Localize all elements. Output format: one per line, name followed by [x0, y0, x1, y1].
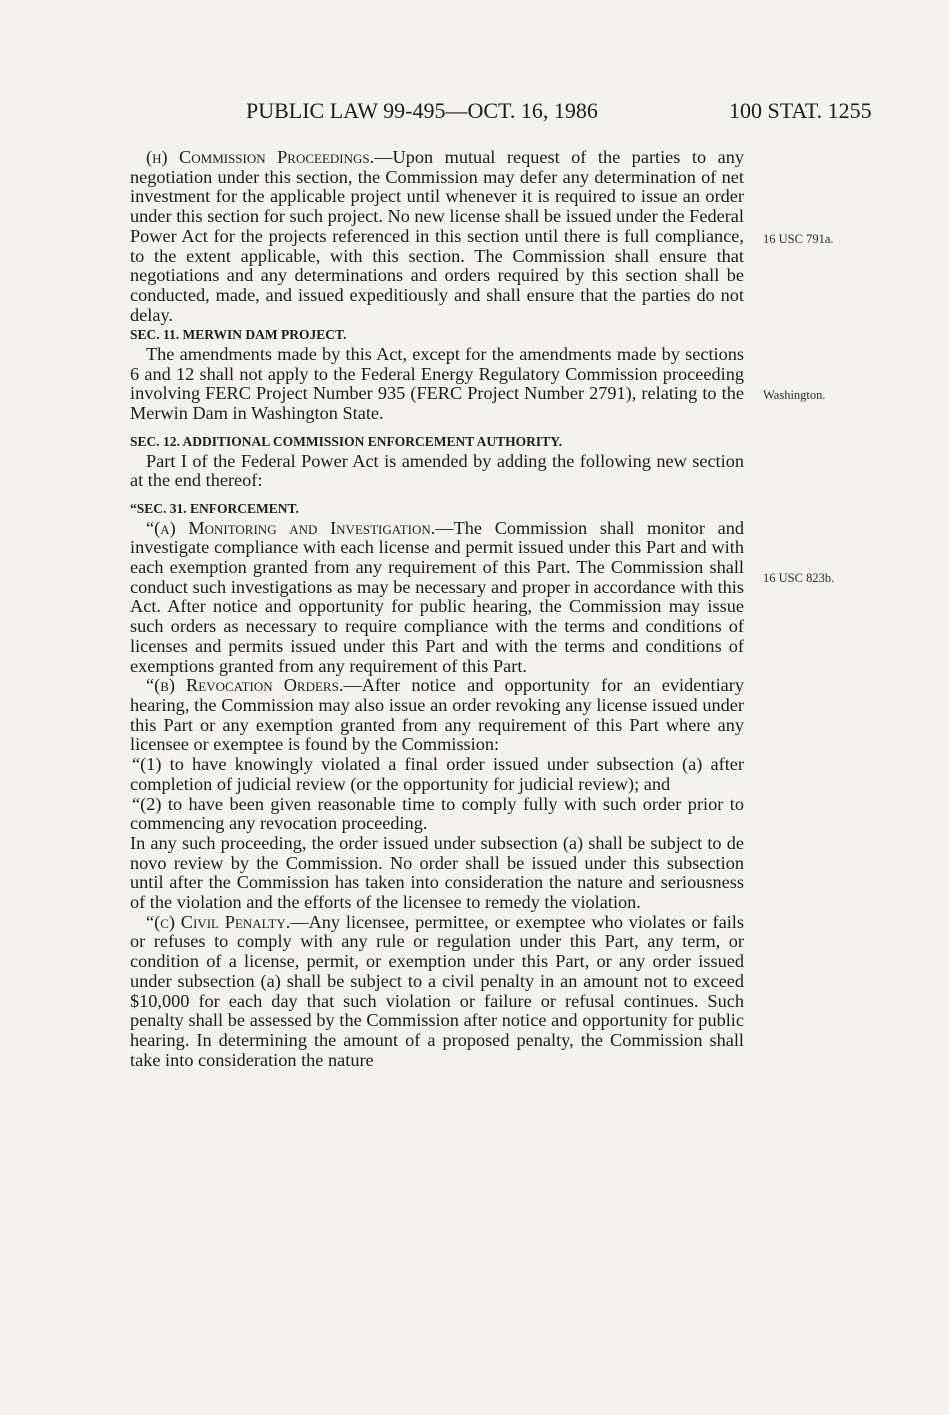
subsection-c-text: —Any licensee, permittee, or exemptee who violates or fails or refuses to comply with any rule or regulation under this Part, any term, or condition of a license, permit, or exemption under this Part, or any order issued under subsection (a) shall be subject to a civil penalty in an amount not to exceed $10,000 for each day that such violation or failure or refusal continues. Such penalty shall be assessed by the Commission after notice and opportunity for public hearing. In determining the amount of a proposed penalty, the Commission shall take into consideration the nature	[130, 911, 744, 1070]
stat-citation: 100 STAT. 1255	[729, 98, 872, 123]
document-body	[130, 148, 744, 1070]
section-12-heading: SEC. 12. ADDITIONAL COMMISSION ENFORCEMENT AUTHORITY.	[130, 433, 563, 449]
section-11-text: The amendments made by this Act, except for the amendments made by sections 6 and 12 shall not apply to the Federal Energy Regulatory Commission proceeding involving FERC Project Number 935 (FERC Project Number 2791), relating to the Merwin Dam in Washington State.	[130, 344, 744, 424]
law-title: PUBLIC LAW 99-495—OCT. 16, 1986	[246, 98, 598, 123]
margin-note-washington: Washington.	[763, 388, 826, 402]
subsection-c-label: “(c) Civil Penalty.	[146, 911, 291, 932]
paragraph-h	[130, 148, 744, 325]
section-11-heading: SEC. 11. MERWIN DAM PROJECT.	[130, 327, 347, 343]
paragraph-b2: “(2) to have been given reasonable time to comply fully with such order prior to commencing any revocation proceeding.	[130, 793, 744, 834]
margin-note-usc-823b: 16 USC 823b.	[763, 571, 835, 585]
paragraph-b-tail: In any such proceeding, the order issued under subsection (a) shall be subject to de novo review by the Commission. No order shall be issued under this subsection until after the Commission has taken into consideration the nature and seriousness of the violation and the efforts of the licensee to remedy the violation.	[130, 832, 744, 913]
paragraph-c	[130, 913, 744, 1071]
paragraph-b1: “(1) to have knowingly violated a final order issued under subsection (a) after completion of judicial review (or the opportunity for judicial review); and	[130, 754, 744, 794]
subsection-h-text: —Upon mutual request of the parties to any negotiation under this section, the Commission may defer any determination of net investment for the applicable project until whenever it is required to issue an order under this section for such project. No new license shall be issued under the Federal Power Act for the projects referenced in this section until there is full compliance, to the extent applicable, with this section. The Commission shall ensure that negotiations and any determinations and orders required by this section shall be conducted, made, and issued expeditiously and shall ensure that the parties do not delay.	[130, 147, 745, 325]
page-header	[0, 98, 949, 128]
section-31-heading: “SEC. 31. ENFORCEMENT.	[130, 500, 299, 516]
paragraph-a	[130, 519, 744, 677]
subsection-h-label: (h) Commission Proceedings.	[146, 147, 375, 167]
subsection-b-label: “(b) Revocation Orders.	[146, 675, 344, 696]
subsection-b-text: —After notice and opportunity for an evidentiary hearing, the Commission may also issue an order revoking any license issued under this Part or any exemption granted from any requirement of this Part where any licensee or exemptee is found by the Commission:	[130, 675, 744, 755]
subsection-a-label: “(a) Monitoring and Investigation.	[146, 517, 436, 538]
paragraph-b	[130, 676, 744, 755]
section-12-text: Part I of the Federal Power Act is amended by adding the following new section at the end thereof:	[130, 450, 744, 491]
subsection-a-text: —The Commission shall monitor and investigate compliance with each license and permit issued under this Part and with each exemption granted from any requirement of this Part. The Commission shall conduct such investigations as may be necessary and proper in accordance with this Act. After notice and opportunity for public hearing, the Commission may issue such orders as necessary to require compliance with the terms and conditions of licenses and permits issued under this Part and with the terms and conditions of exemptions granted from any requirement of this Part.	[130, 517, 744, 676]
margin-note-usc-791a: 16 USC 791a.	[763, 232, 834, 246]
